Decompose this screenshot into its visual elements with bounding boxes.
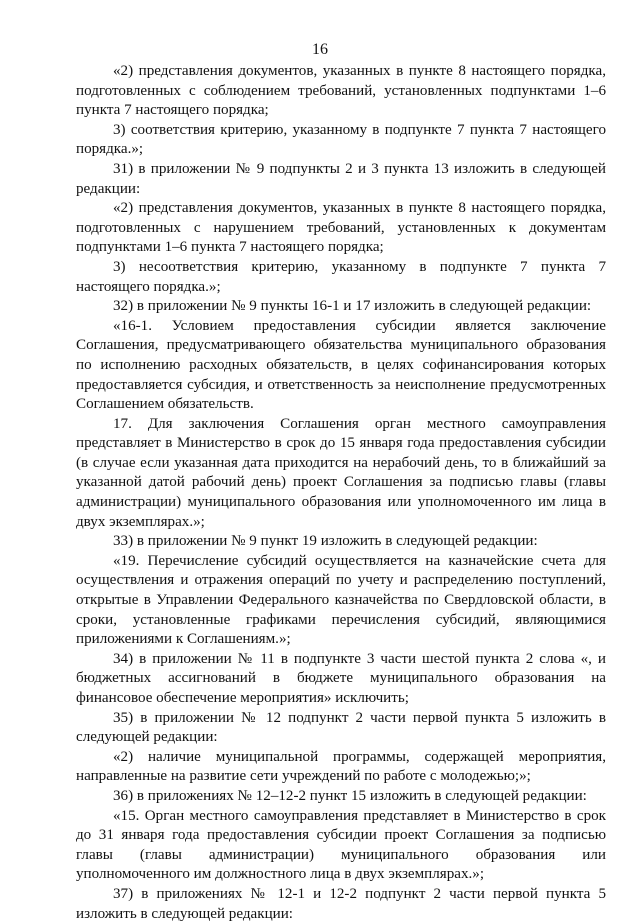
paragraph-11: 34) в приложении № 11 в подпункте 3 части шестой пункта 2 слова «, и бюджетных ассигнований в бюджете муниципального образования на финансовое обеспечение мероприятия» исключить; — [76, 650, 606, 706]
paragraph-15: «15. Орган местного самоуправления представляет в Министерство в срок до 31 января года предоставления субсидии проект Соглашения за подписью главы (главы администрации) муниципального образования или уполномоченного им должностного лица в двух экземплярах.»; — [76, 807, 606, 883]
paragraph-6: 32) в приложении № 9 пункты 16-1 и 17 изложить в следующей редакции: — [113, 298, 592, 315]
paragraph-1: «2) представления документов, указанных в пункте 8 настоящего порядка, подготовленных с соблюдением требований, установленных подпунктами 1–6 пункта 7 настоящего порядка; — [76, 63, 606, 119]
paragraph-3: 31) в приложении № 9 подпункты 2 и 3 пункта 13 изложить в следующей редакции: — [76, 160, 606, 197]
paragraph-10: «19. Перечисление субсидий осуществляется на казначейские счета для осуществления и отражения операций по учету и распределению поступлений, открытые в Управлении Федерального казначейства по Свердловской области, в сроки, установленные графиками перечисления субсидий, являющимися приложениями к Соглашениям.»; — [76, 552, 606, 648]
paragraph-7: «16-1. Условием предоставления субсидии является заключение Соглашения, предусматривающего обязательства муниципального образования по исполнению расходных обязательств, в целях софинансирования которых предоставляется субсидия, и ответственность за неисполнение предусмотренных Соглашением обязательств. — [76, 317, 606, 413]
paragraph-12: 35) в приложении № 12 подпункт 2 части первой пункта 5 изложить в следующей редакции: — [76, 709, 606, 746]
document-body — [76, 62, 606, 924]
paragraph-2: 3) соответствия критерию, указанному в подпункте 7 пункта 7 настоящего порядка.»; — [76, 121, 606, 158]
paragraph-8: 17. Для заключения Соглашения орган местного самоуправления представляет в Министерство в срок до 15 января года предоставления субсидии (в случае если указанная дата приходится на нерабочий день, то в ближайший за указанной датой рабочий день) проект Соглашения за подписью главы (главы администрации) муниципального образования или уполномоченного им лица в двух экземплярах.»; — [76, 415, 606, 530]
paragraph-9: 33) в приложении № 9 пункт 19 изложить в следующей редакции: — [113, 533, 538, 550]
page-number: 16 — [312, 41, 328, 58]
paragraph-4: «2) представления документов, указанных в пункте 8 настоящего порядка, подготовленных с нарушением требований, установленных к документам подпунктами 1–6 пункта 7 настоящего порядка; — [76, 200, 606, 256]
paragraph-13: «2) наличие муниципальной программы, содержащей мероприятия, направленные на развитие сети учреждений по работе с молодежью;»; — [76, 748, 606, 785]
paragraph-16: 37) в приложениях № 12-1 и 12-2 подпункт 2 части первой пункта 5 изложить в следующей редакции: — [76, 885, 606, 922]
paragraph-14: 36) в приложениях № 12–12-2 пункт 15 изложить в следующей редакции: — [113, 787, 587, 804]
paragraph-5: 3) несоответствия критерию, указанному в подпункте 7 пункта 7 настоящего порядка.»; — [76, 258, 606, 295]
